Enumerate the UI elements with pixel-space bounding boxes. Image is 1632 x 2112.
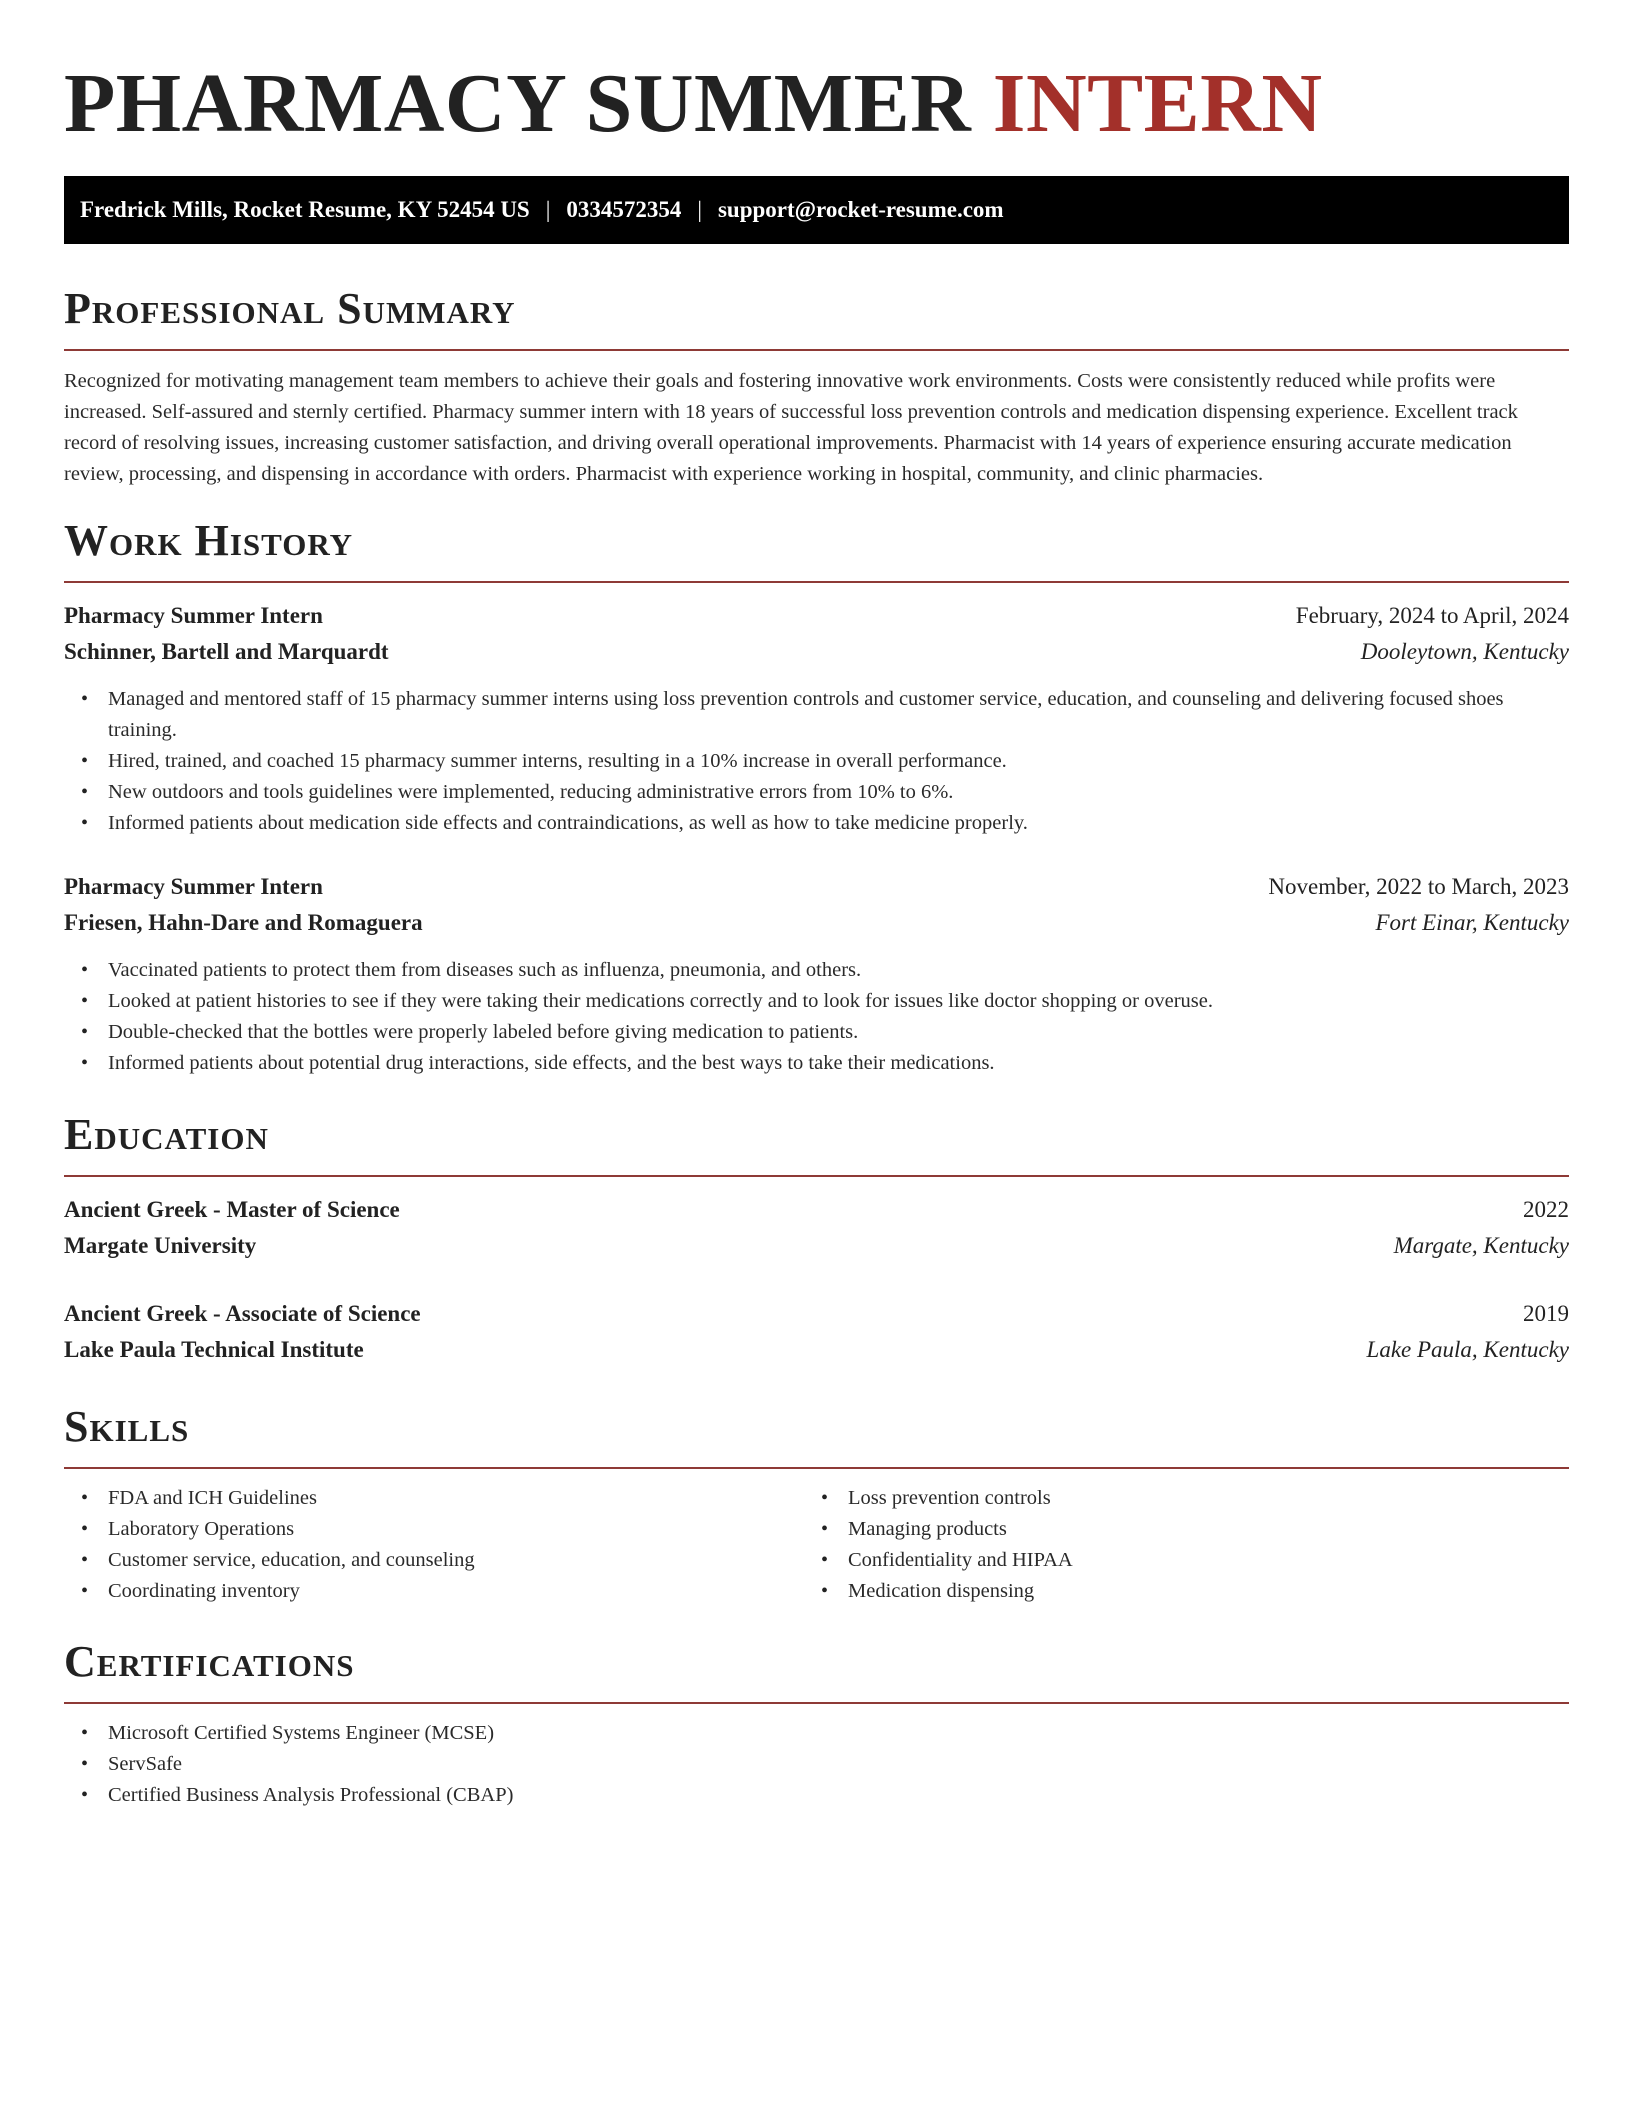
education-degree: Ancient Greek - Master of Science (64, 1197, 400, 1222)
job-bullet: • Double-checked that the bottles were properly labeled before giving medication to patients. (64, 1017, 1569, 1048)
skill-item: • Loss prevention controls (804, 1483, 1632, 1514)
summary-heading: Professional Summary (64, 283, 1569, 351)
job-company-row (64, 905, 1569, 941)
skill-item: • Managing products (804, 1514, 1632, 1545)
contact-address: Fredrick Mills, Rocket Resume, KY 52454 US (80, 197, 530, 222)
job-bullet: • Looked at patient histories to see if they were taking their medications correctly and to look for issues like doctor shopping or overuse. (64, 986, 1569, 1017)
job-bullet: • New outdoors and tools guidelines were implemented, reducing administrative errors from 10% to 6%. (64, 777, 1569, 808)
job-bullet: • Informed patients about medication side effects and contraindications, as well as how to take medicine properly. (64, 808, 1569, 839)
education-heading: Education (64, 1109, 1569, 1177)
resume-title (64, 0, 1569, 156)
contact-email: support@rocket-resume.com (717, 197, 1004, 222)
skill-item: • Coordinating inventory (64, 1576, 1569, 1607)
contact-separator: | (697, 197, 702, 222)
education-school-row (64, 1228, 1569, 1264)
skills-list-right (804, 1483, 1632, 1607)
contact-separator: | (545, 197, 551, 222)
job-company-row (64, 634, 1569, 670)
education-year: 2019 (1523, 1301, 1569, 1326)
education-degree-row (64, 1192, 1569, 1228)
job-header-row (64, 598, 1569, 634)
job-bullets (64, 955, 1569, 1079)
certification-item: • Microsoft Certified Systems Engineer (MCSE) (64, 1718, 1569, 1749)
certifications-heading: Certifications (64, 1636, 1569, 1704)
skill-item: • Confidentiality and HIPAA (804, 1545, 1632, 1576)
job-location: Dooleytown, Kentucky (1360, 639, 1569, 664)
skills-heading: Skills (64, 1401, 1569, 1469)
education-school: Margate University (64, 1233, 257, 1258)
job-dates: November, 2022 to March, 2023 (1268, 874, 1569, 899)
job-company: Friesen, Hahn-Dare and Romaguera (64, 910, 423, 935)
job-bullet: • Hired, trained, and coached 15 pharmacy summer interns, resulting in a 10% increase in overall performance. (64, 746, 1569, 777)
skill-item: • Customer service, education, and counseling (64, 1545, 1569, 1576)
job-title: Pharmacy Summer Intern (64, 874, 323, 899)
title-main: PHARMACY SUMMER (64, 57, 972, 150)
contact-bar (64, 176, 1569, 244)
education-school: Lake Paula Technical Institute (64, 1337, 364, 1362)
education-degree-row (64, 1296, 1569, 1332)
education-location: Margate, Kentucky (1393, 1233, 1569, 1258)
certification-item: • ServSafe (64, 1749, 1569, 1780)
certification-item: • Certified Business Analysis Professional (CBAP) (64, 1780, 1569, 1811)
job-title: Pharmacy Summer Intern (64, 603, 323, 628)
education-year: 2022 (1523, 1197, 1569, 1222)
contact-phone: 0334572354 (566, 197, 682, 222)
resume-page (64, 0, 1569, 1806)
skill-item: • Laboratory Operations (64, 1514, 1569, 1545)
skill-item: • FDA and ICH Guidelines (64, 1483, 1569, 1514)
job-bullet: • Informed patients about potential drug interactions, side effects, and the best ways to take their medications. (64, 1048, 1569, 1079)
work-history-heading: Work History (64, 515, 1569, 583)
certifications-list (64, 1718, 1569, 1811)
job-bullets (64, 684, 1569, 839)
job-dates: February, 2024 to April, 2024 (1295, 603, 1569, 628)
job-company: Schinner, Bartell and Marquardt (64, 639, 389, 664)
job-location: Fort Einar, Kentucky (1375, 910, 1569, 935)
education-location: Lake Paula, Kentucky (1366, 1337, 1569, 1362)
job-bullet: • Vaccinated patients to protect them from diseases such as influenza, pneumonia, and others. (64, 955, 1569, 986)
job-header-row (64, 869, 1569, 905)
education-school-row (64, 1332, 1569, 1368)
skill-item: • Medication dispensing (804, 1576, 1632, 1607)
summary-text: Recognized for motivating management team members to achieve their goals and fostering innovative work environments. Costs were consistently reduced while profits were increased. Self-assured and sternly certified. Pharmacy summer intern with 18 years of successful loss prevention controls and medication dispensing experience. Excellent track record of resolving issues, increasing customer satisfaction, and driving overall operational improvements. Pharmacist with 14 years of experience ensuring accurate medication review, processing, and dispensing in accordance with orders. Pharmacist with experience working in hospital, community, and clinic pharmacies. (64, 370, 1518, 485)
education-degree: Ancient Greek - Associate of Science (64, 1301, 421, 1326)
job-bullet: • Managed and mentored staff of 15 pharmacy summer interns using loss prevention controls and customer service, education, and counseling and delivering focused shoes training. (64, 684, 1569, 746)
title-accent: INTERN (992, 57, 1323, 150)
